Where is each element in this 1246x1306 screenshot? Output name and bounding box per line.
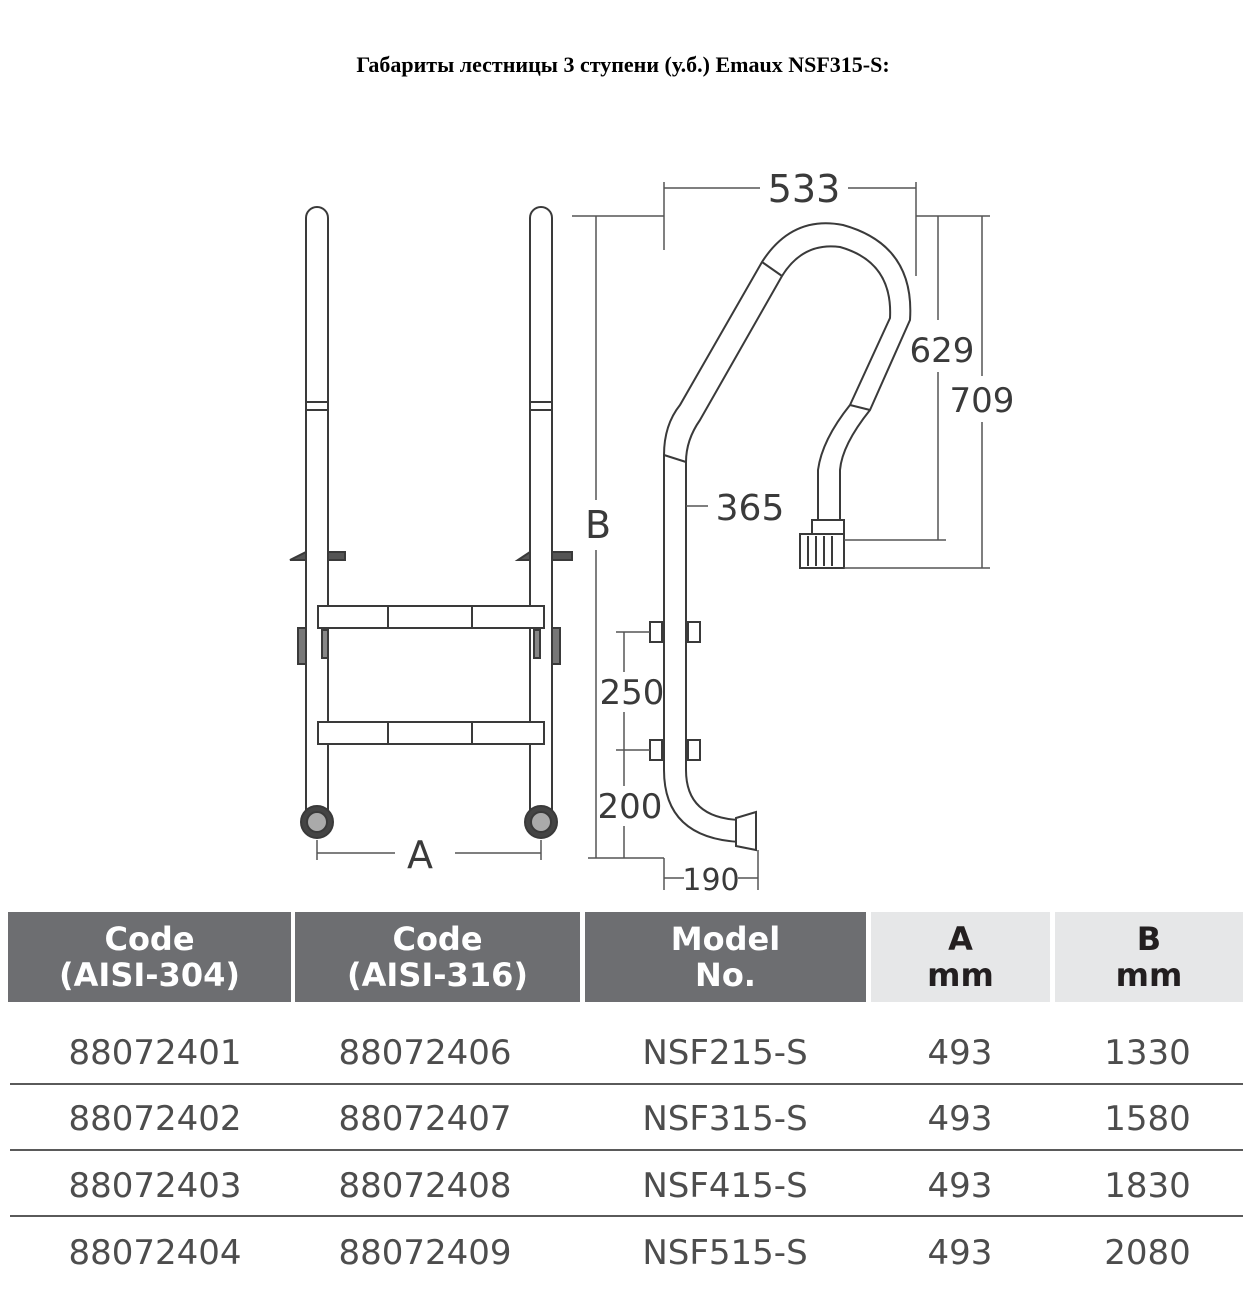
dim-200-label: 200 (597, 787, 663, 827)
row-divider (10, 1215, 1243, 1217)
table-cell: 88072403 (68, 1166, 242, 1206)
table-cell: 493 (927, 1166, 993, 1206)
header-line2: No. (695, 956, 756, 994)
dim-533-label: 533 (767, 167, 841, 211)
side-view (650, 223, 910, 850)
dim-190-label: 190 (682, 863, 740, 898)
table-cell: 2080 (1104, 1233, 1191, 1273)
dim-250-label: 250 (599, 673, 665, 713)
table-cell: 493 (927, 1233, 993, 1273)
table-cell: 1330 (1104, 1033, 1191, 1073)
table-cell: 88072407 (338, 1099, 512, 1139)
table-cell: NSF215-S (642, 1033, 808, 1073)
dim-629-label: 629 (909, 331, 975, 371)
header-line1: B (1136, 920, 1162, 958)
header-line2: mm (1115, 956, 1183, 994)
table-cell: NSF515-S (642, 1233, 808, 1273)
header-model-no (585, 912, 866, 1002)
header-code-316 (295, 912, 580, 1002)
table-cell: 88072408 (338, 1166, 512, 1206)
dim-a-label: A (407, 833, 433, 877)
page-title: Габариты лестницы 3 ступени (у.б.) Emaux NSF315-S: (356, 52, 890, 77)
header-line1: Code (392, 920, 483, 958)
header-code-304 (8, 912, 291, 1002)
table-cell: 493 (927, 1099, 993, 1139)
header-line2: mm (927, 956, 994, 994)
table-cell: 88072401 (68, 1033, 242, 1073)
header-line1: Code (104, 920, 195, 958)
dim-709-label: 709 (949, 381, 1015, 421)
dim-b-label: B (584, 503, 612, 547)
header-line1: Model (670, 920, 781, 958)
front-view (290, 207, 572, 838)
header-line2: (AISI-304) (59, 956, 240, 994)
table-cell: 493 (927, 1033, 993, 1073)
header-line2: (AISI-316) (347, 956, 528, 994)
table-cell: 88072406 (338, 1033, 512, 1073)
table-cell: NSF315-S (642, 1099, 808, 1139)
table-cell: 88072409 (338, 1233, 512, 1273)
side-dimension-lines (572, 182, 990, 890)
table-cell: 88072404 (68, 1233, 242, 1273)
table-cell: 88072402 (68, 1099, 242, 1139)
row-divider (10, 1149, 1243, 1151)
table-cell: 1580 (1104, 1099, 1191, 1139)
dim-365-label: 365 (715, 488, 785, 529)
table-cell: 1830 (1104, 1166, 1191, 1206)
row-divider (10, 1083, 1243, 1085)
header-line1: A (948, 920, 973, 958)
table-cell: NSF415-S (642, 1166, 808, 1206)
header-a-mm (871, 912, 1050, 1002)
header-b-mm (1055, 912, 1243, 1002)
